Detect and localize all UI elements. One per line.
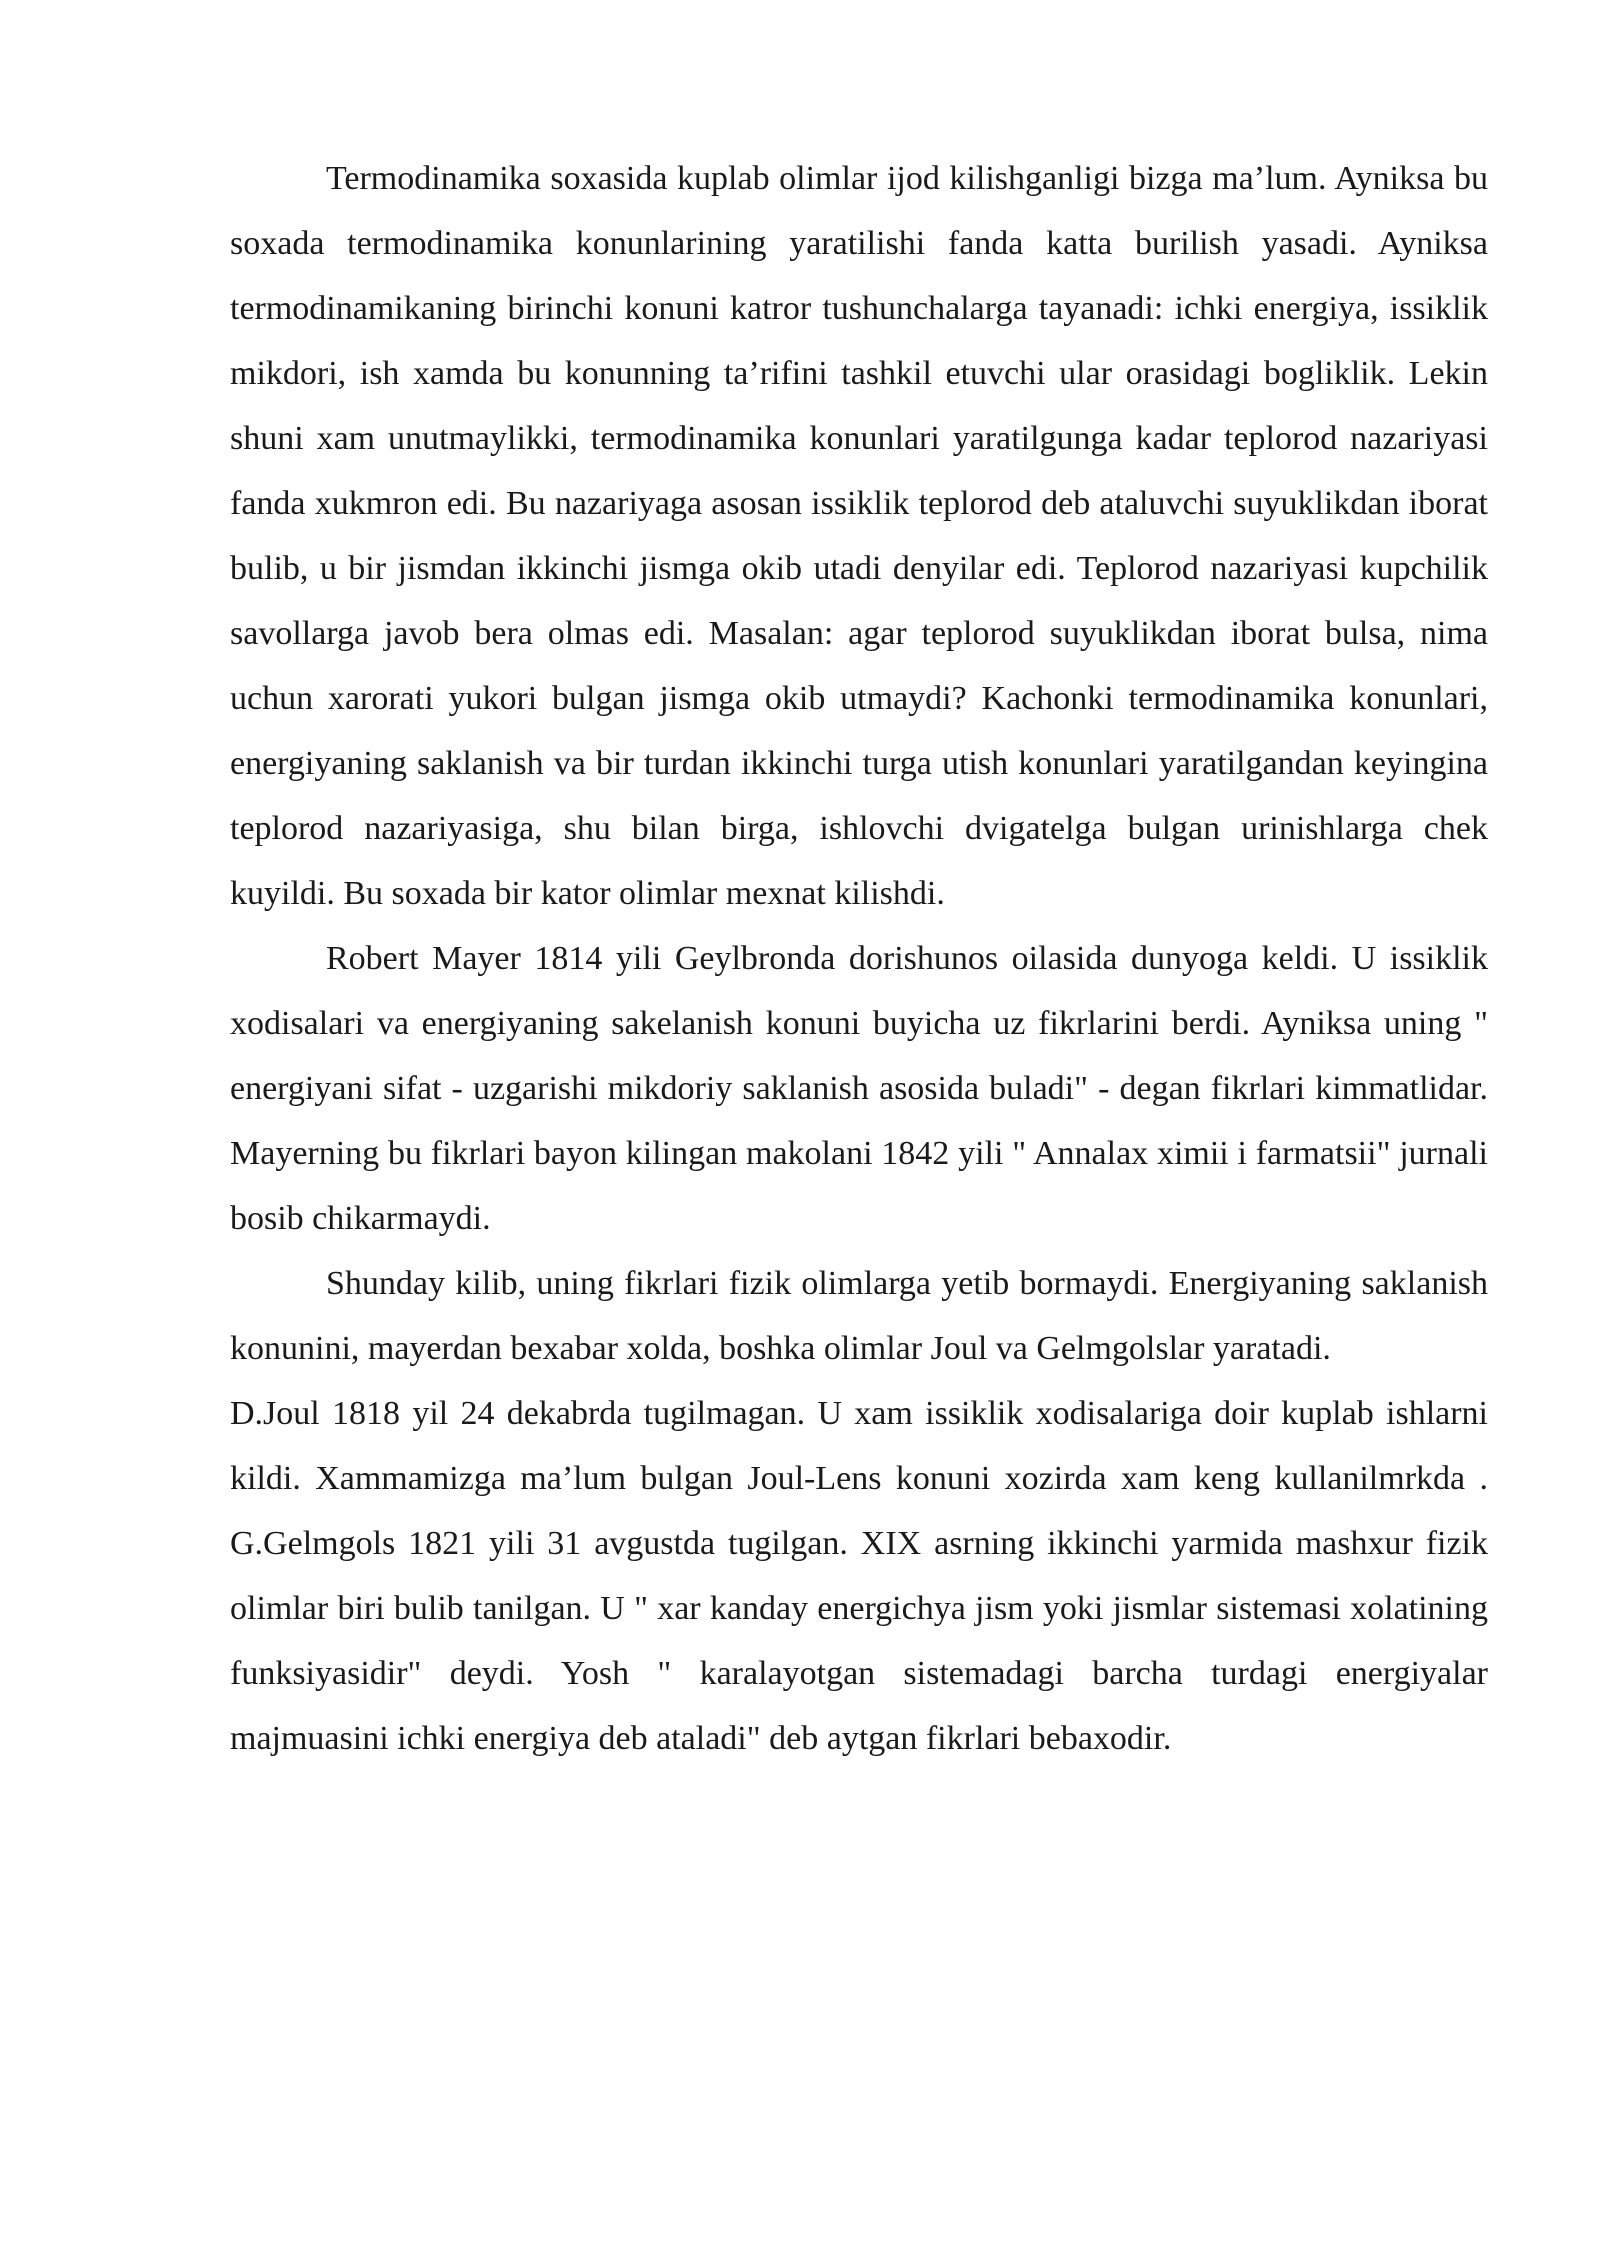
- paragraph-joule-helmholtz: D.Joul 1818 yil 24 dekabrda tugilmagan. U xam issiklik xodisalariga doir kuplab ishlarni kildi. Xammamizga ma’lum bulgan Joul-Lens konuni xozirda xam keng kullanilmrkda . G.Gelmgols 1821 yili 31 avgustda tugilgan. XIX asrning ikkinchi yarmida mashxur fizik olimlar biri bulib tanilgan. U " xar kanday energichya jism yoki jismlar sistemasi xolatining funksiyasidir" deydi. Yosh " karalayotgan sistemadagi barcha turdagi energiyalar majmuasini ichki energiya deb ataladi" deb aytgan fikrlari bebaxodir.: [230, 1395, 1488, 1757]
- paragraph-mayer: Robert Mayer 1814 yili Geylbronda dorishunos oilasida dunyoga keldi. U issiklik xodisalari va energiyaning sakelanish konuni buyicha uz fikrlarini berdi. Ayniksa uning " energiyani sifat - uzgarishi mikdoriy saklanish asosida buladi" - degan fikrlari kimmatlidar. Mayerning bu fikrlari bayon kilingan makolani 1842 yili " Annalax ximii i farmatsii" jurnali bosib chikarmaydi.: [230, 940, 1488, 1237]
- document-body: [230, 146, 1488, 1771]
- paragraph-conservation: Shunday kilib, uning fikrlari fizik olimlarga yetib bormaydi. Energiyaning saklanish konunini, mayerdan bexabar xolda, boshka olimlar Joul va Gelmgolslar yaratadi.: [230, 1265, 1488, 1367]
- paragraph-intro: Termodinamika soxasida kuplab olimlar ijod kilishganligi bizga ma’lum. Ayniksa bu soxada termodinamika konunlarining yaratilishi fanda katta burilish yasadi. Ayniksa termodinamikaning birinchi konuni katror tushunchalarga tayanadi: ichki energiya, issiklik mikdori, ish xamda bu konunning ta’rifini tashkil etuvchi ular orasidagi bogliklik. Lekin shuni xam unutmaylikki, termodinamika konunlari yaratilgunga kadar teplorod nazariyasi fanda xukmron edi. Bu nazariyaga asosan issiklik teplorod deb ataluvchi suyuklikdan iborat bulib, u bir jismdan ikkinchi jismga okib utadi denyilar edi. Teplorod nazariyasi kupchilik savollarga javob bera olmas edi. Masalan: agar teplorod suyuklikdan iborat bulsa, nima uchun xarorati yukori bulgan jismga okib utmaydi? Kachonki termodinamika konunlari, energiyaning saklanish va bir turdan ikkinchi turga utish konunlari yaratilgandan keyingina teplorod nazariyasiga, shu bilan birga, ishlovchi dvigatelga bulgan urinishlarga chek kuyildi. Bu soxada bir kator olimlar mexnat kilishdi.: [230, 160, 1488, 912]
